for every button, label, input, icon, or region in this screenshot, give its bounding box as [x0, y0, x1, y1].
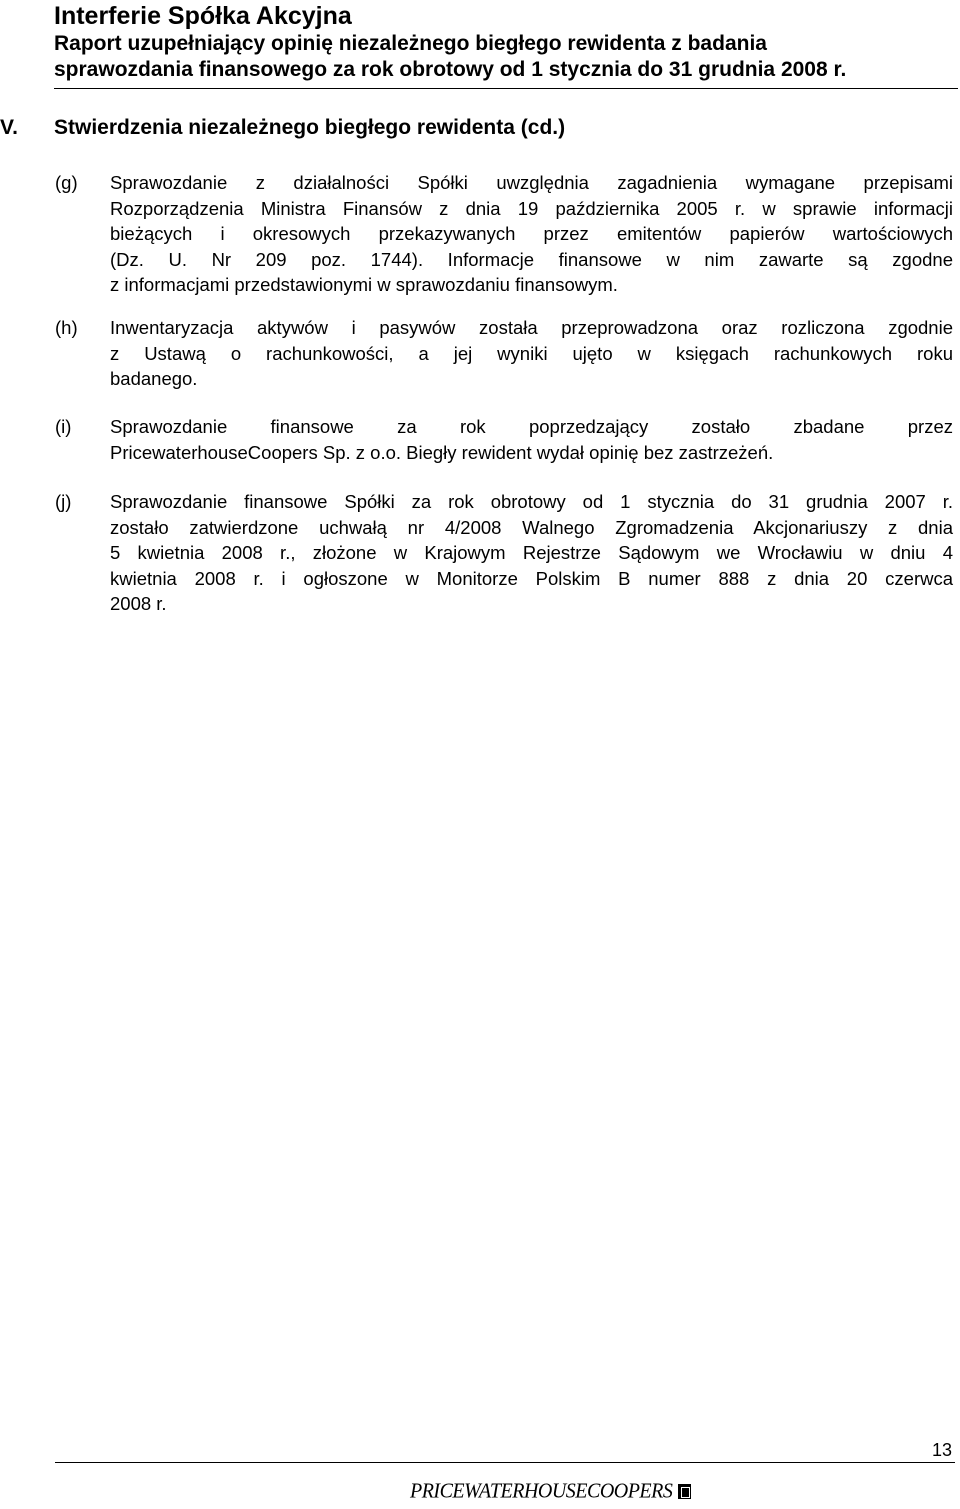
item-label: (g)	[55, 172, 78, 193]
item-text	[110, 170, 953, 298]
item-label: (h)	[55, 317, 78, 338]
item-text-line: PricewaterhouseCoopers Sp. z o.o. Biegły rewident wydał opinię bez zastrzeżeń.	[110, 441, 774, 463]
section-number: V.	[0, 116, 18, 139]
item-label: (i)	[55, 416, 72, 437]
registered-mark-icon	[678, 1484, 691, 1499]
item-text-line: 5 kwietnia 2008 r., złożone w Krajowym Rejestrze Sądowym we Wrocławiu w dniu 4	[110, 542, 953, 563]
item-text	[110, 315, 953, 392]
report-title-line-2: sprawozdania finansowego za rok obrotowy od 1 stycznia do 31 grudnia 2008 r.	[54, 58, 847, 81]
item-text-line: bieżących i okresowych przekazywanych przez emitentów papierów wartościowych	[110, 223, 953, 244]
item-text-line: Sprawozdanie finansowe Spółki za rok obrotowy od 1 stycznia do 31 grudnia 2007 r.	[110, 491, 953, 512]
page-number: 13	[931, 1440, 952, 1460]
company-name: Interferie Spółka Akcyjna	[54, 2, 352, 30]
item-text-line: zostało zatwierdzone uchwałą nr 4/2008 Walnego Zgromadzenia Akcjonariuszy z dnia	[110, 516, 953, 538]
item-text	[110, 414, 953, 465]
header-divider	[54, 88, 958, 89]
item-text-line: 2008 r.	[110, 593, 167, 614]
item-text	[110, 489, 953, 617]
item-text-line: z informacjami przedstawionymi w sprawozdaniu finansowym.	[110, 274, 618, 295]
section-title: Stwierdzenia niezależnego biegłego rewidenta (cd.)	[54, 116, 566, 139]
item-text-line: Sprawozdanie z działalności Spółki uwzględnia zagadnienia wymagane przepisami	[110, 172, 953, 193]
pricewaterhousecoopers-logo	[410, 1478, 691, 1504]
item-text-line: badanego.	[110, 368, 198, 389]
item-text-line: Rozporządzenia Ministra Finansów z dnia 19 października 2005 r. w sprawie informacji	[110, 197, 953, 219]
item-text-line: Inwentaryzacja aktywów i pasywów została przeprowadzona oraz rozliczona zgodnie	[110, 317, 953, 338]
logo-wordmark: PRICEWATERHOUSECOOPERS	[410, 1478, 673, 1503]
footer-divider	[55, 1462, 955, 1463]
item-text-line: kwietnia 2008 r. i ogłoszone w Monitorze Polskim B numer 888 z dnia 20 czerwca	[110, 567, 953, 589]
item-text-line: z Ustawą o rachunkowości, a jej wyniki ujęto w księgach rachunkowych roku	[110, 342, 953, 364]
report-title-line-1: Raport uzupełniający opinię niezależnego biegłego rewidenta z badania	[54, 32, 767, 55]
item-text-line: Sprawozdanie finansowe za rok poprzedzający zostało zbadane przez	[110, 416, 953, 437]
item-label: (j)	[55, 491, 72, 512]
item-text-line: (Dz. U. Nr 209 poz. 1744). Informacje finansowe w nim zawarte są zgodne	[110, 248, 953, 270]
document-header	[54, 0, 934, 83]
